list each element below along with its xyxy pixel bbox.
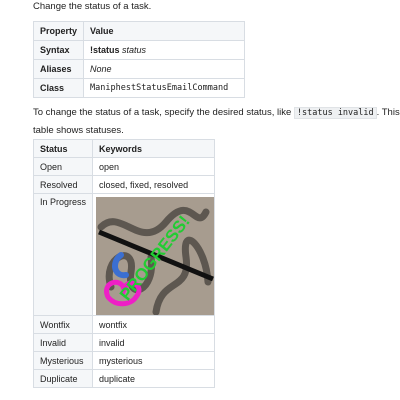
status-table [33,139,215,388]
intro-text: Change the status of a task. [33,1,152,12]
status-cell: Invalid [34,334,93,352]
syntax-argument: status [122,45,147,55]
status-description [33,104,400,139]
aliases-text: None [90,64,112,74]
keywords-cell: duplicate [93,370,215,388]
status-cell: Wontfix [34,316,93,334]
keywords-cell: invalid [93,334,215,352]
header-keywords: Keywords [93,140,215,158]
status-cell: Open [34,158,93,176]
progress-image-caption: PROGRESS! [115,212,194,305]
keywords-cell: mysterious [93,352,215,370]
description-text-end: . This table shows statuses. [33,107,400,136]
syntax-value [84,41,245,60]
command-properties-table [33,21,245,98]
aliases-label: Aliases [34,60,84,79]
header-value: Value [84,22,245,41]
inline-code: !status invalid [294,107,377,119]
table-row [34,158,215,176]
status-cell: Duplicate [34,370,93,388]
table-row [34,334,215,352]
keywords-cell [93,194,215,316]
table-row [34,370,215,388]
table-row [34,41,245,60]
table-header-row [34,22,245,41]
table-row [34,352,215,370]
header-property: Property [34,22,84,41]
syntax-command: !status [90,45,120,55]
description-text-start: To change the status of a task, specify the desired status, like [33,107,294,118]
table-row [34,79,245,98]
table-row [34,194,215,316]
keywords-cell: closed, fixed, resolved [93,176,215,194]
class-value: ManiphestStatusEmailCommand [84,79,245,98]
keywords-cell: wontfix [93,316,215,334]
table-header-row [34,140,215,158]
status-cell: Resolved [34,176,93,194]
status-cell: In Progress [34,194,93,316]
syntax-label: Syntax [34,41,84,60]
progress-image [96,197,214,315]
status-cell: Mysterious [34,352,93,370]
class-label: Class [34,79,84,98]
table-row [34,60,245,79]
aliases-value [84,60,245,79]
header-status: Status [34,140,93,158]
table-row [34,316,215,334]
table-row [34,176,215,194]
keywords-cell: open [93,158,215,176]
